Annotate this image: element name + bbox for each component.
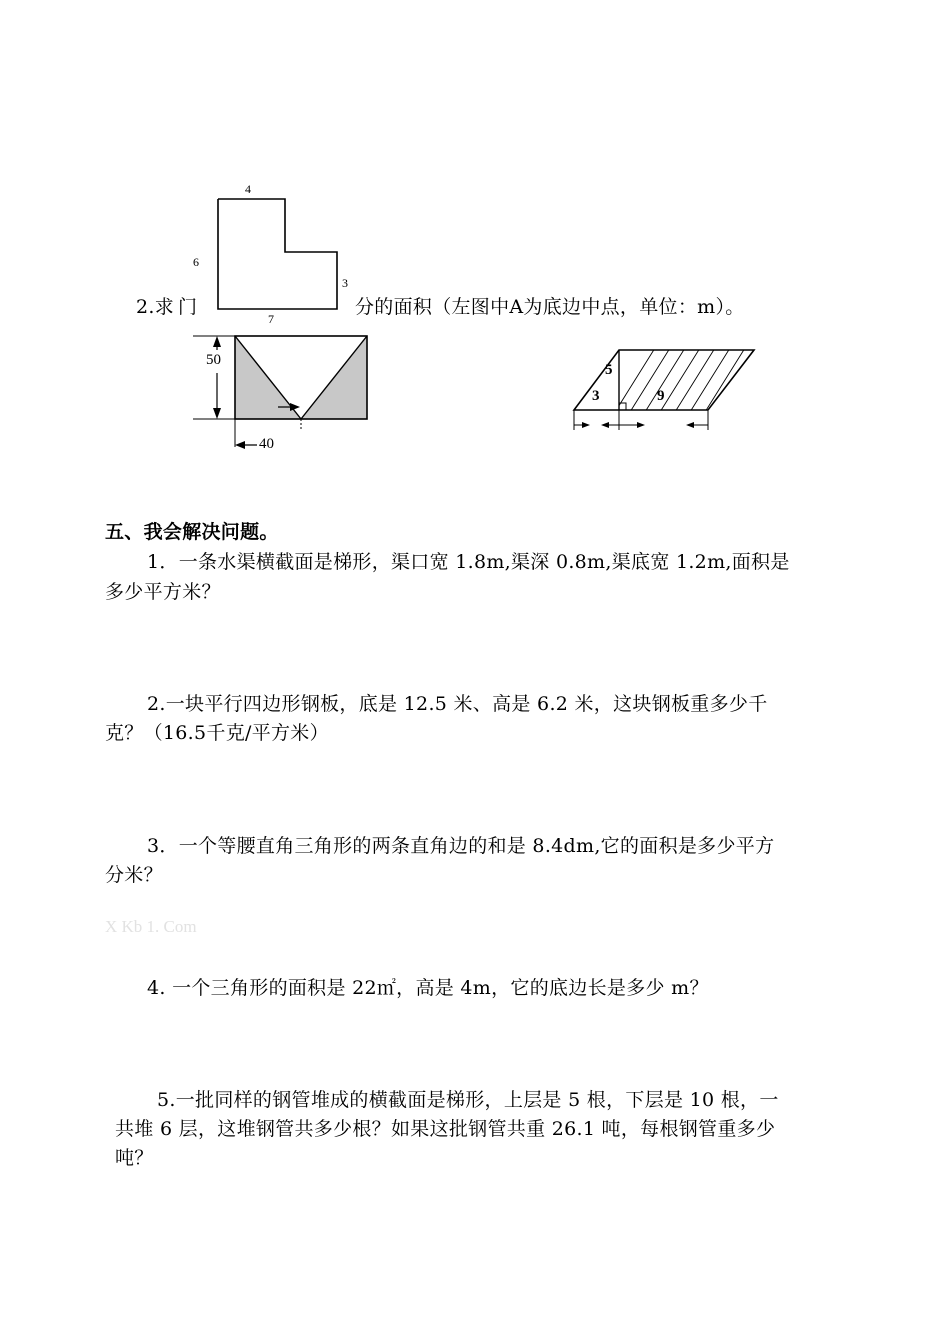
problem5-line3: 吨？ — [115, 1147, 154, 1169]
problem3-line2: 分米？ — [105, 864, 163, 886]
rect-height-label: 50 — [206, 352, 221, 368]
problem1-line1: 1．一条水渠横截面是梯形，渠口宽 1.8m,渠深 0.8m,渠底宽 1.2m,面积是 — [147, 551, 790, 573]
l-shape-label-bottom: 7 — [268, 312, 274, 326]
problem1-line2: 多少平方米？ — [105, 581, 221, 603]
rect-width-label: 40 — [259, 436, 274, 452]
problem5-line2: 共堆 6 层，这堆钢管共多少根？如果这批钢管共重 26.1 吨，每根钢管重多少 — [115, 1118, 776, 1140]
section5-heading: 五、我会解决问题。 — [105, 521, 279, 543]
problem3-line1: 3．一个等腰直角三角形的两条直角边的和是 8.4dm,它的面积是多少平方 — [147, 835, 775, 857]
parallelogram-height-label: 5 — [605, 362, 613, 378]
parallelogram-right-label: 9 — [657, 388, 665, 404]
question2-suffix: 分的面积（左图中A为底边中点，单位：m）。 — [355, 296, 745, 318]
l-shape-label-top: 4 — [245, 182, 251, 196]
watermark: X Kb 1. Com — [105, 917, 197, 936]
question2-prefix: 2.求 — [136, 296, 175, 318]
problem4-line1: 4. 一个三角形的面积是 22㎡，高是 4m，它的底边长是多少 m？ — [147, 977, 709, 999]
parallelogram-left-label: 3 — [592, 388, 600, 404]
l-shape-label-right: 3 — [342, 276, 348, 290]
question2-fragment: 门 — [178, 296, 198, 318]
problem5-line1: 5.一批同样的钢管堆成的横截面是梯形，上层是 5 根，下层是 10 根，一 — [157, 1089, 779, 1111]
l-shape-label-left: 6 — [193, 255, 199, 269]
problem2-line1: 2.一块平行四边形钢板，底是 12.5 米、高是 6.2 米，这块钢板重多少千 — [147, 693, 768, 715]
problem2-line2: 克？（16.5千克/平方米） — [105, 722, 329, 744]
